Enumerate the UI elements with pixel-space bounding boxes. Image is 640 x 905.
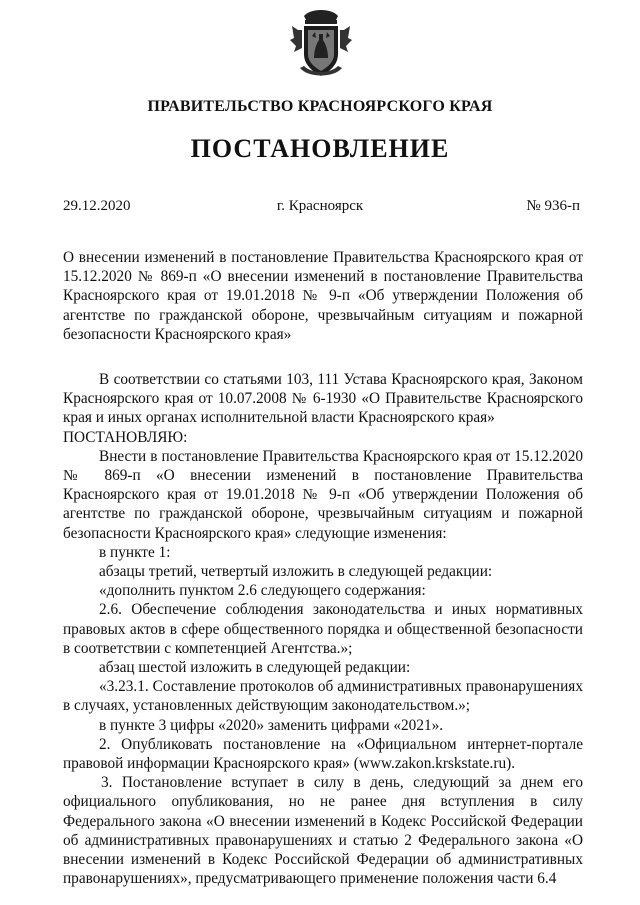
paragraph-clause-1: Внести в постановление Правительства Красноярского края от 15.12.2020 № 869-п «О внесении изменений в постановление Правительства Красноярского края от 19.01.2018 № 9-п «Об утверждении Положения об агентстве по гражданской обороне, чрезвычайным ситуациям и пожарной безопасности Красноярского края» следующие изменения: [63,447,583,542]
paragraph-resolve: ПОСТАНОВЛЯЮ: [63,428,188,446]
paragraph-sub: «дополнить пунктом 2.6 следующего содержания: [99,582,426,600]
paragraph-preamble: В соответствии со статьями 103, 111 Устава Красноярского края, Законом Красноярского края от 10.07.2008 № 6-1930 «О Правительстве Красноярского края и иных органах исполнительной власти Красноярского края» [63,371,583,427]
coat-of-arms-icon [290,8,352,82]
paragraph-sub: 2.6. Обеспечение соблюдения законодательства и иных нормативных правовых актов в сфере общественного порядка и общественной безопасности в соответствии с компетенцией Агентства.»; [63,601,583,657]
document-date: 29.12.2020 [63,198,131,214]
document-type: ПОСТАНОВЛЕНИЕ [190,134,450,163]
organization-name: ПРАВИТЕЛЬСТВО КРАСНОЯРСКОГО КРАЯ [147,98,493,115]
document-body [63,370,583,888]
paragraph-clause-2: 2. Опубликовать постановление на «Официальном интернет-портале правовой информации Красноярского края» (www.zakon.krskstate.ru). [63,735,583,773]
paragraph-sub: в пункте 3 цифры «2020» заменить цифрами «2021». [99,716,444,734]
paragraph-sub: абзац шестой изложить в следующей редакции: [99,659,411,677]
document-city: г. Красноярск [276,198,364,214]
paragraph-sub: «3.23.1. Составление протоколов об административных правонарушениях в случаях, установленных действующим законодательством.»; [63,678,583,715]
document-title: О внесении изменений в постановление Правительства Красноярского края от 15.12.2020 № 869-п «О внесении изменений в постановление Правительства Красноярского края от 19.01.2018 № 9-п «Об утверждении Положения об агентстве по гражданской обороне, чрезвычайным ситуациям и пожарной безопасности Красноярского края» [63,249,583,343]
paragraph-sub: абзацы третий, четвертый изложить в следующей редакции: [99,563,493,581]
paragraph-sub: в пункте 1: [99,543,171,561]
paragraph-clause-3: 3. Постановление вступает в силу в день, следующий за днем его официального опубликования, но не ранее дня вступления в силу Федерального закона «О внесении изменений в Кодекс Российской Федерации об административных правонарушениях и статью 2 Федерального закона «О внесении изменений в Кодекс Российской Федерации об административных правонарушениях», предусматривающего применение положения части 6.4 [63,774,583,888]
document-number: № 936-п [526,198,580,214]
